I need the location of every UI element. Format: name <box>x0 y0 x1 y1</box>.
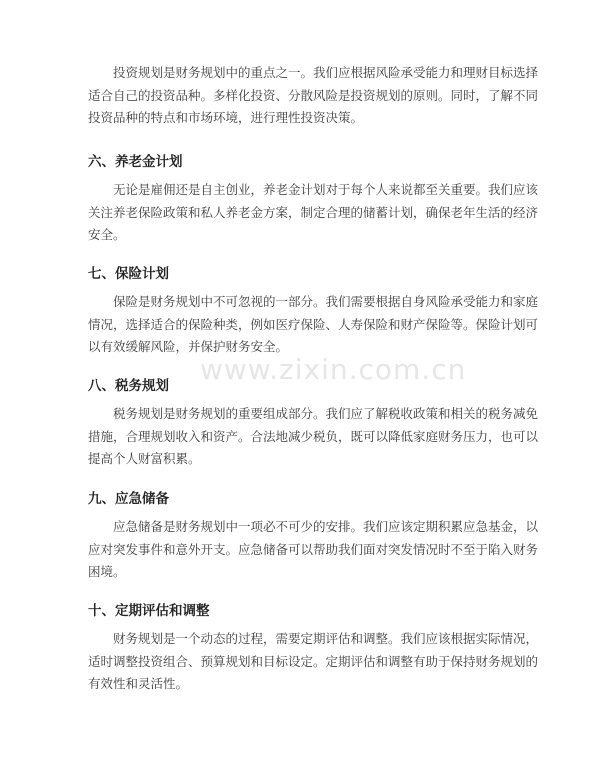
section-heading-emergency: 九、应急储备 <box>88 491 169 507</box>
paragraph-line: 财务规划是一个动态的过程，需要定期评估和调整。我们应该根据实际情况， <box>113 631 539 646</box>
paragraph-line: 情况，选择适合的保险种类，例如医疗保险、人寿保险和财产保险等。保险计划可 <box>88 316 539 332</box>
paragraph-line: 以有效缓解风险，并保护财务安全。 <box>88 339 289 354</box>
paragraph-line: 适时调整投资组合、预算规划和目标设定。定期评估和调整有助于保持财务规划的 <box>88 653 539 669</box>
paragraph-line: 关注养老保险政策和私人养老金方案，制定合理的储蓄计划，确保老年生活的经济 <box>88 204 539 220</box>
paragraph-line: 无论是雇佣还是自主创业，养老金计划对于每个人来说都至关重要。我们应该 <box>113 182 539 197</box>
section-paragraph-pension <box>88 179 539 247</box>
section-paragraph-tax <box>88 403 539 471</box>
paragraph-line: 投资规划是财务规划中的重点之一。我们应根据风险承受能力和理财目标选择 <box>113 65 539 80</box>
paragraph-line: 应急储备是财务规划中一项必不可少的安排。我们应该定期积累应急基金，以 <box>113 519 539 534</box>
paragraph-line: 税务规划是财务规划的重要组成部分。我们应了解税收政策和相关的税务减免 <box>113 406 539 421</box>
section-paragraph-emergency <box>88 516 539 584</box>
paragraph-line: 适合自己的投资品种。多样化投资、分散风险是投资规划的原则。同时，了解不同 <box>88 87 539 103</box>
section-heading-tax: 八、税务规划 <box>88 378 169 394</box>
paragraph-line: 提高个人财富积累。 <box>88 451 201 466</box>
paragraph-line: 困境。 <box>88 564 126 579</box>
paragraph-line: 措施，合理规划收入和资产。合法地减少税负，既可以降低家庭财务压力，也可以 <box>88 428 539 444</box>
section-heading-pension: 六、养老金计划 <box>88 154 183 170</box>
section-heading-insurance: 七、保险计划 <box>88 266 169 282</box>
paragraph-line: 投资品种的特点和市场环境，进行理性投资决策。 <box>88 110 364 125</box>
paragraph-line: 保险是财务规划中不可忽视的一部分。我们需要根据自身风险承受能力和家庭 <box>113 294 539 309</box>
paragraph-line: 应对突发事件和意外开支。应急储备可以帮助我们面对突发情况时不至于陷入财务 <box>88 541 539 557</box>
section-paragraph-insurance <box>88 291 539 359</box>
section-heading-review: 十、定期评估和调整 <box>88 603 210 619</box>
intro-paragraph <box>88 62 539 130</box>
watermark-text: www.zixin.com.cn <box>200 353 467 386</box>
section-paragraph-review <box>88 628 539 696</box>
paragraph-line: 安全。 <box>88 227 126 242</box>
paragraph-line: 有效性和灵活性。 <box>88 676 189 691</box>
